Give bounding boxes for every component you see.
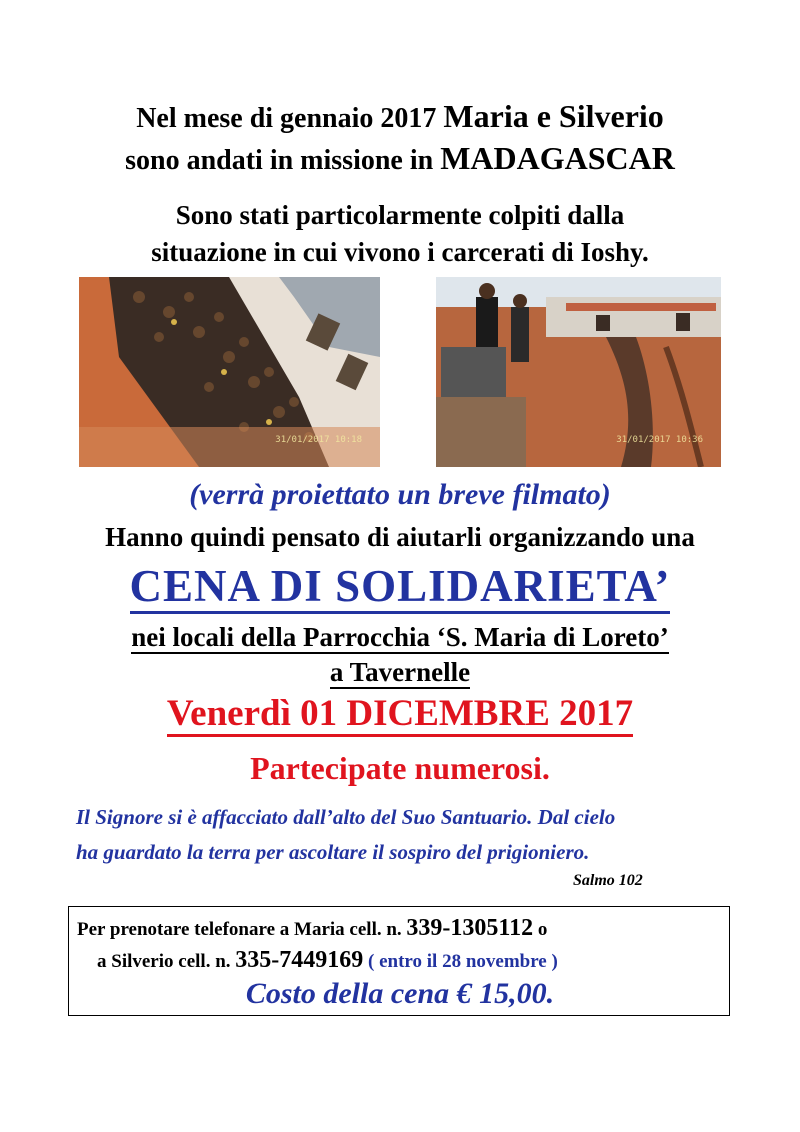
film-note: (verrà proiettato un breve filmato): [189, 478, 611, 511]
event-intro: Hanno quindi pensato di aiutarli organizzando una: [105, 522, 695, 552]
event-venue: [0, 622, 800, 653]
intro-line-1: [0, 98, 800, 135]
dinner-cost: Costo della cena € 15,00.: [245, 977, 555, 1010]
silverio-phone: 335-7449169: [235, 947, 364, 973]
intro-names: Maria e Silverio: [443, 98, 664, 134]
psalm-line-1: Il Signore si è affacciato dall’alto del Suo Santuario. Dal cielo: [76, 805, 616, 829]
intro-line-4: situazione in cui vivono i carcerati di Ioshy.: [151, 237, 649, 267]
right-photo-timestamp: 31/01/2017 10:36: [616, 435, 703, 445]
booking-maria-label: Per prenotare telefonare a Maria cell. n.: [77, 919, 407, 940]
event-date-text: Venerdì 01 DICEMBRE 2017: [167, 693, 633, 737]
event-title-text: CENA DI SOLIDARIETA’: [130, 561, 671, 614]
booking-line-maria: [77, 915, 547, 942]
booking-box: [68, 906, 730, 1016]
intro-line-2: [0, 140, 800, 177]
booking-deadline: ( entro il 28 novembre ): [363, 951, 558, 972]
participate-call: Partecipate numerosi.: [250, 750, 550, 786]
intro-country: MADAGASCAR: [440, 140, 675, 176]
intro-line-1-text: Nel mese di gennaio 2017: [136, 103, 444, 134]
booking-line-silverio: [97, 947, 558, 974]
left-photo-timestamp: 31/01/2017 10:18: [275, 435, 362, 445]
event-title: [0, 560, 800, 612]
event-date: [0, 692, 800, 735]
event-town-text: a Tavernelle: [329, 657, 471, 687]
prison-yard-photo: [436, 277, 721, 467]
booking-silverio-label: a Silverio cell. n.: [97, 951, 236, 972]
psalm-line-2: ha guardato la terra per ascoltare il sospiro del prigioniero.: [76, 840, 590, 864]
maria-phone: 339-1305112: [406, 915, 534, 941]
booking-conjunction: o: [533, 919, 548, 940]
prison-crowd-photo: [79, 277, 380, 467]
intro-line-2-text: sono andati in missione in: [125, 145, 441, 176]
event-town: [0, 657, 800, 688]
psalm-reference: Salmo 102: [573, 872, 643, 889]
intro-line-3: Sono stati particolarmente colpiti dalla: [175, 200, 625, 230]
event-venue-text: nei locali della Parrocchia ‘S. Maria di Loreto’: [131, 622, 669, 652]
